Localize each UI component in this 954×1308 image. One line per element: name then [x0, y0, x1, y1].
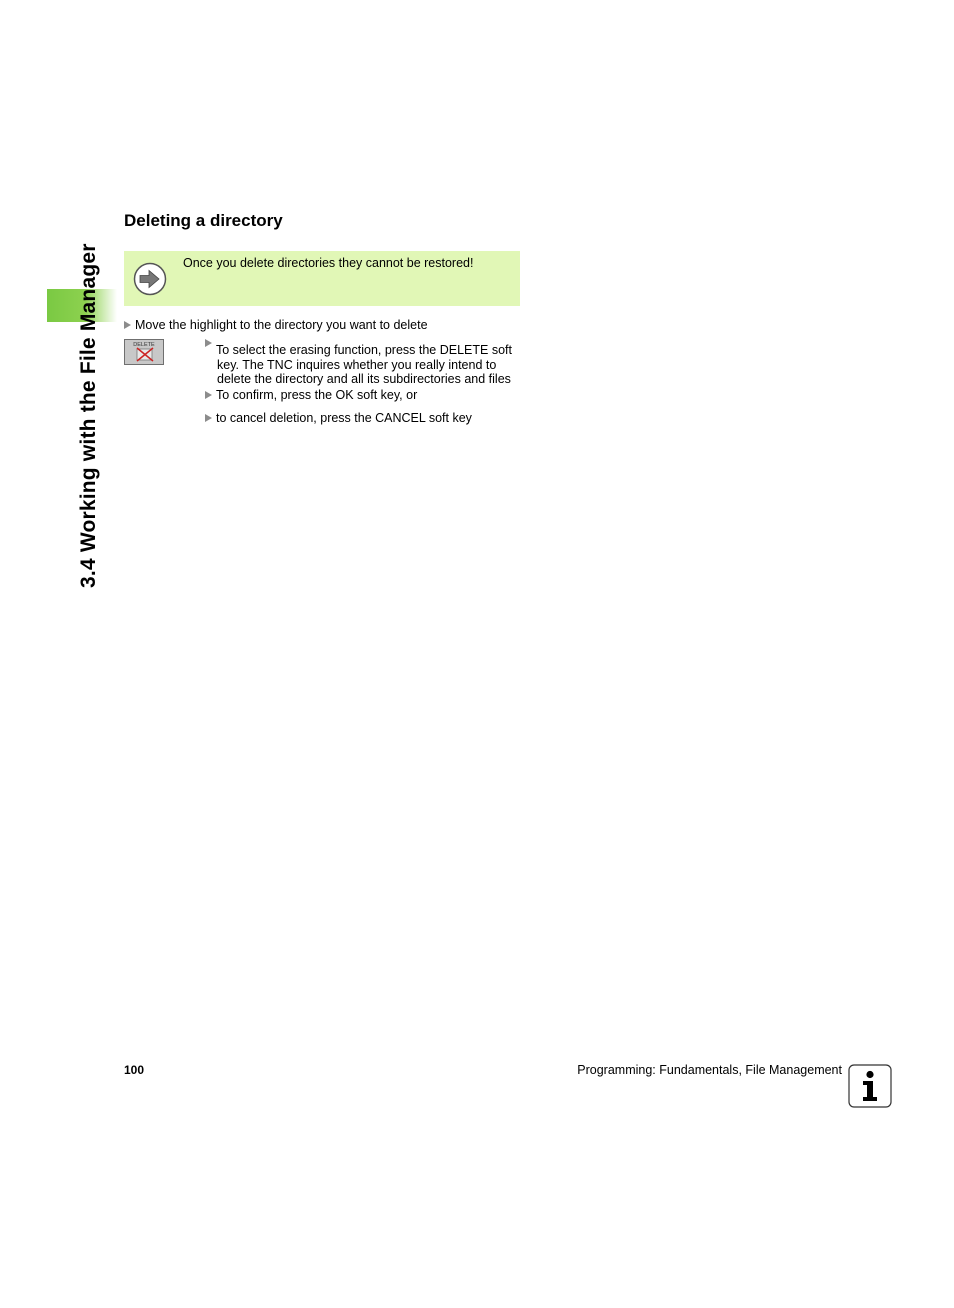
- bullet-triangle-icon: [205, 414, 212, 422]
- step-text: to cancel deletion, press the CANCEL soft key: [216, 411, 472, 425]
- footer-title: Programming: Fundamentals, File Management: [577, 1063, 842, 1077]
- step-select-erase: [217, 343, 512, 387]
- step-line: key. The TNC inquires whether you really intend to: [217, 357, 497, 372]
- step-line: To select the erasing function, press the DELETE soft: [216, 343, 512, 357]
- warning-note: [124, 251, 520, 306]
- info-icon: [848, 1064, 892, 1108]
- chapter-title: 3.4 Working with the File Manager: [77, 243, 100, 588]
- delete-crossed-icon: [125, 340, 163, 364]
- section-heading: Deleting a directory: [124, 211, 283, 230]
- bullet-triangle-icon: [205, 339, 212, 347]
- step-text: Move the highlight to the directory you want to delete: [135, 318, 428, 332]
- softkey-label: DELETE: [133, 342, 155, 348]
- bullet-triangle-icon: [124, 321, 131, 329]
- arrow-right-circle-icon: [133, 262, 167, 296]
- step-line: delete the directory and all its subdirectories and files: [217, 372, 511, 386]
- page-number: 100: [124, 1063, 145, 1077]
- step-move-highlight: [124, 318, 428, 333]
- note-text: Once you delete directories they cannot be restored!: [183, 256, 474, 270]
- delete-softkey-button[interactable]: [124, 339, 164, 365]
- step-cancel: [205, 411, 472, 426]
- step-confirm: [205, 388, 417, 403]
- bullet-triangle-icon: [205, 391, 212, 399]
- step-text: To confirm, press the OK soft key, or: [216, 388, 418, 402]
- step-select-erase-marker: [205, 336, 216, 351]
